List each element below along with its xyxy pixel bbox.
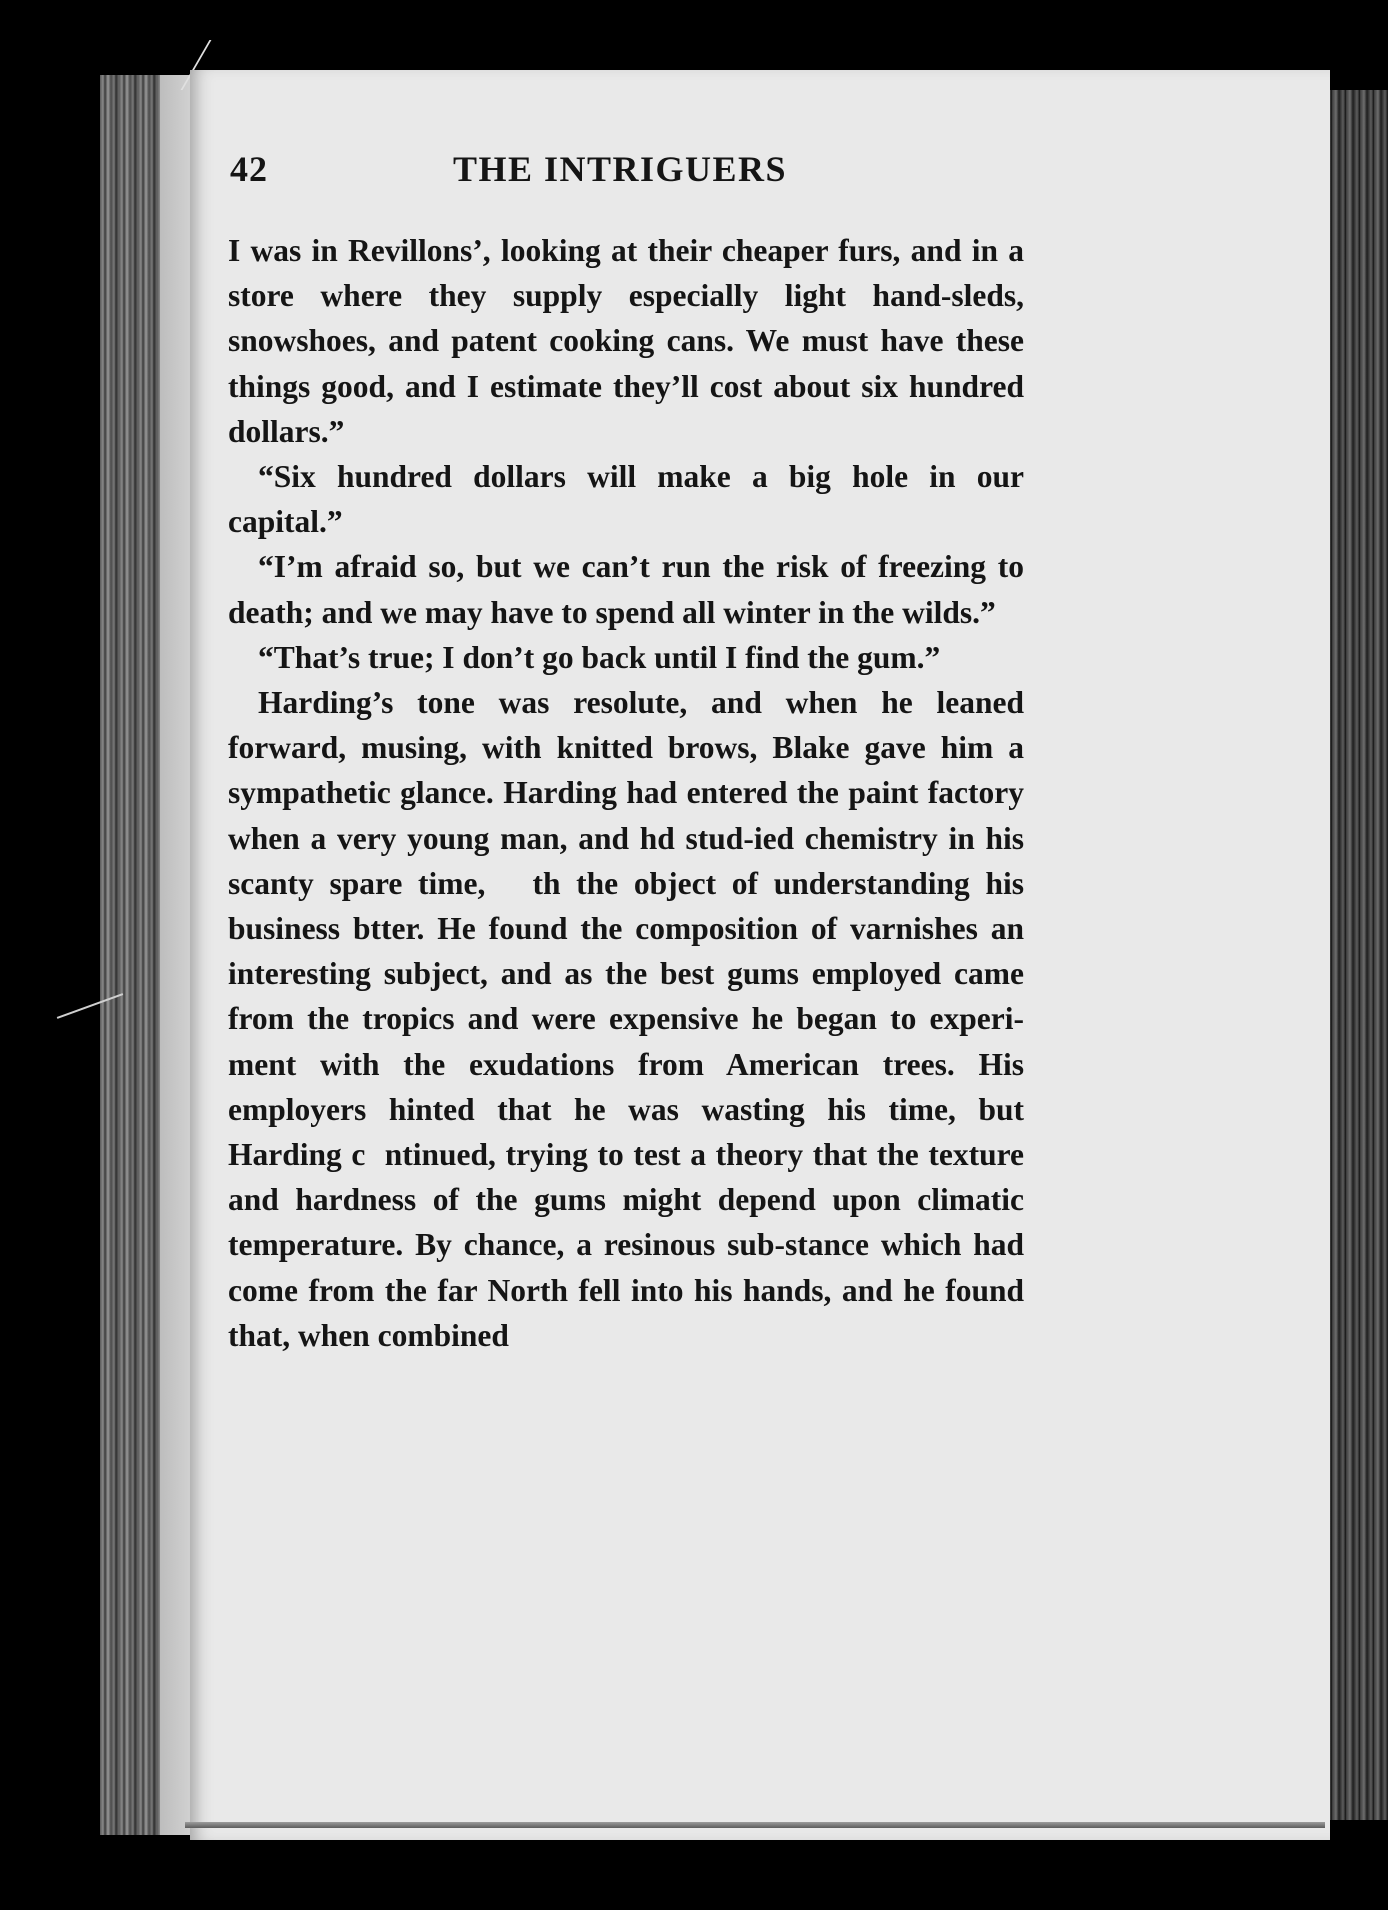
paragraph: Harding’s tone was resolute, and when he leaned forward, musing, with knitted brows, Blake gave him a sympathetic glance. Harding had entered the paint factory when a very young man, and hd stud-ied chemistry in his scanty spare time, th the object of understanding his business btter. He found the composition of varnishes an interesting subject, and as the best gums employed came from the tropics and were expensive he began to experi-ment with the exudations from American trees. His employers hinted that he was wasting his time, but Harding c ntinued, trying to test a theory that the texture and hardness of the gums might depend upon climatic temperature. By chance, a resinous sub-stance which had come from the far North fell into his hands, and he found that, when combined: [228, 685, 1024, 1353]
page-header: [230, 148, 1010, 218]
left-page-edges: [100, 75, 195, 1835]
paragraph: “That’s true; I don’t go back until I find the gum.”: [258, 639, 941, 675]
paragraph: I was in Revillons’, looking at their cheaper furs, and in a store where they supply especially light hand-sleds, snowshoes, and patent cooking cans. We must have these things good, and I estimate they’ll cost about six hundred dollars.”: [228, 233, 1024, 449]
paragraph: “Six hundred dollars will make a big hole in our capital.”: [228, 459, 1024, 540]
bottom-page-edge: [185, 1822, 1325, 1828]
running-title: THE INTRIGUERS: [452, 149, 788, 189]
paragraph: “I’m afraid so, but we can’t run the risk of freezing to death; and we may have to spend all winter in the wilds.”: [228, 549, 1024, 630]
body-text: [228, 228, 1024, 1358]
page-number: 42: [230, 149, 268, 189]
